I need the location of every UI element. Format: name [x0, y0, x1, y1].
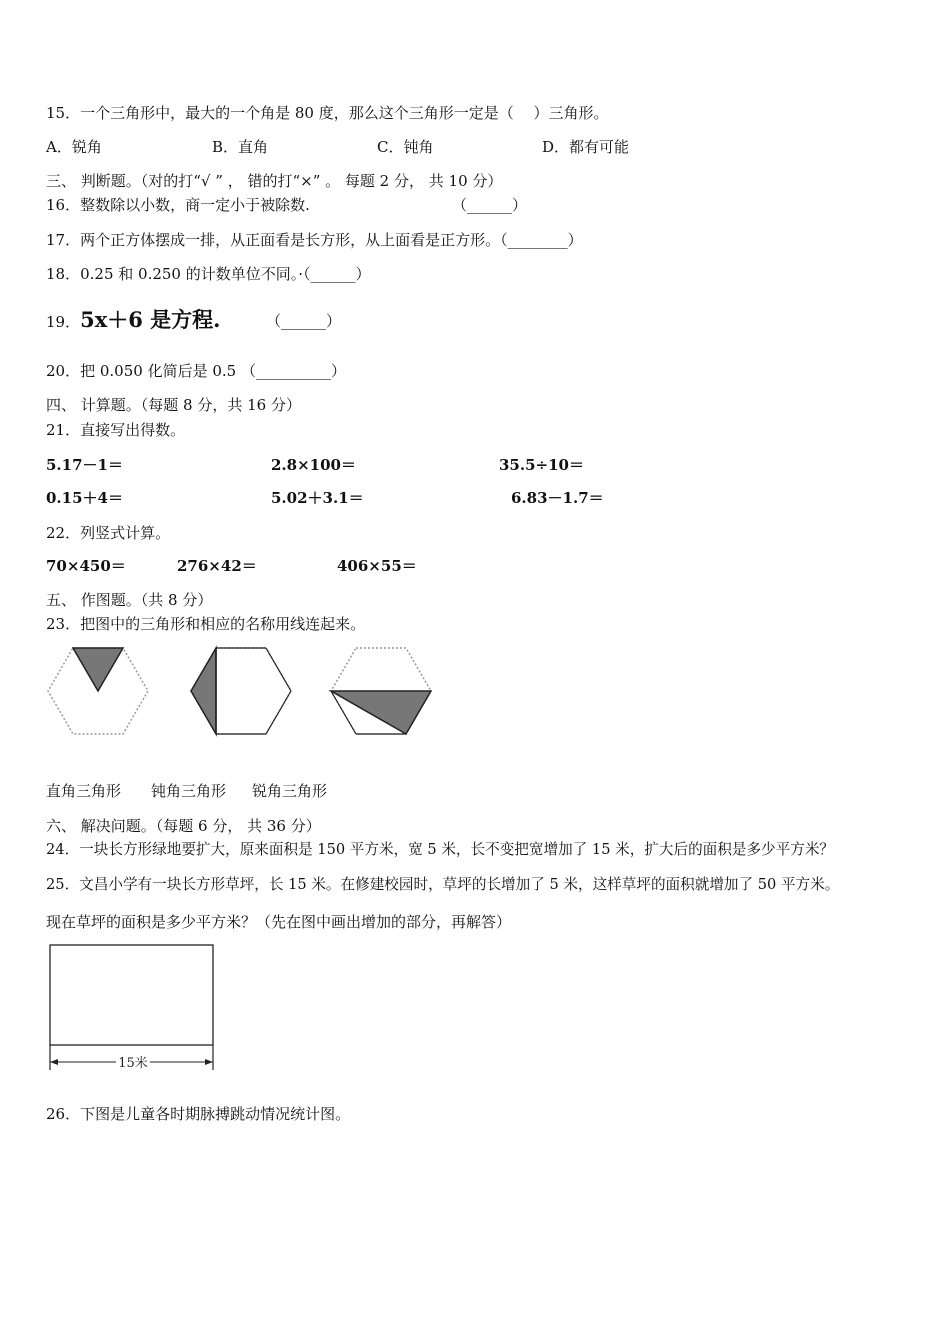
q15-text: 15．一个三角形中，最大的一个角是 80 度，那么这个三角形一定是（ ）三角形。: [46, 104, 609, 122]
q18-text: 18．0.25 和 0.250 的计数单位不同。·（______）: [46, 265, 371, 283]
q24-text: 24．一块长方形绿地要扩大，原来面积是 150 平方米，宽 5 米，长不变把宽增加了 15 米，扩大后的面积是多少平方米？: [46, 841, 835, 858]
shaded-triangle: [331, 691, 431, 734]
q23-text: 23．把图中的三角形和相应的名称用线连起来。: [46, 615, 366, 633]
triangle-names: [46, 781, 327, 801]
q19-number: 19．: [46, 313, 81, 331]
q19-line: [46, 307, 221, 332]
q21-item: 5.17－1＝: [46, 456, 123, 474]
q20-text: 20．把 0.050 化简后是 0.5 （__________）: [46, 362, 346, 380]
section6-title: 六、 解决问题。（每题 6 分， 共 36 分）: [46, 817, 321, 835]
hexagon-edge: [266, 691, 291, 734]
q16-blank: （______）: [452, 196, 528, 214]
shaded-triangle: [191, 648, 216, 734]
q17-text: 17．两个正方体摆成一排，从正面看是长方形，从上面看是正方形。（________）: [46, 231, 583, 249]
q15-option-c: C．钝角: [377, 138, 434, 156]
q21-item: 0.15＋4＝: [46, 489, 123, 507]
q16-text: 16．整数除以小数，商一定小于被除数.: [46, 196, 310, 214]
hexagon-figure-2: [188, 645, 294, 737]
q22-item: 406×55＝: [337, 557, 417, 575]
q15-option-a: A．锐角: [46, 138, 102, 156]
triangle-name: 直角三角形: [46, 782, 122, 800]
q21-text: 21．直接写出得数。: [46, 421, 186, 439]
q22-text: 22．列竖式计算。: [46, 524, 171, 542]
lawn-rectangle: [50, 945, 213, 1045]
hexagon-edge: [266, 648, 291, 691]
shaded-triangle: [73, 648, 123, 691]
triangle-name: 钝角三角形: [151, 782, 227, 800]
triangle-name: 锐角三角形: [252, 782, 328, 800]
q25-line1: 25．文昌小学有一块长方形草坪，长 15 米。在修建校园时，草坪的长增加了 5 米，这样草坪的面积就增加了 50 平方米。: [46, 876, 840, 893]
arrow-right-icon: [205, 1059, 213, 1065]
q22-item: 276×42＝: [177, 557, 257, 575]
q21-item: 5.02＋3.1＝: [271, 489, 364, 507]
q19-expression: 5x＋6 是方程.: [80, 307, 221, 332]
q26-text: 26．下图是儿童各时期脉搏跳动情况统计图。: [46, 1105, 351, 1123]
hexagon-figure-1: [45, 645, 151, 737]
q15-option-d: D．都有可能: [542, 138, 630, 156]
section4-title: 四、 计算题。（每题 8 分，共 16 分）: [46, 396, 301, 414]
section5-title: 五、 作图题。（共 8 分）: [46, 591, 213, 609]
q21-item: 2.8×100＝: [271, 456, 356, 474]
section3-title: 三、 判断题。（对的打“√ ” ， 错的打“×” 。 每题 2 分， 共 10 分）: [46, 172, 503, 190]
hexagon-figure-3: [328, 645, 434, 737]
q25-line2: 现在草坪的面积是多少平方米？（先在图中画出增加的部分，再解答）: [46, 913, 512, 931]
q15-option-b: B．直角: [212, 138, 269, 156]
q21-item: 35.5÷10＝: [499, 456, 584, 474]
arrow-left-icon: [50, 1059, 58, 1065]
lawn-rectangle-figure: [46, 942, 218, 1072]
q21-item: 6.83－1.7＝: [511, 489, 604, 507]
q19-blank: （______）: [266, 312, 342, 330]
q22-item: 70×450＝: [46, 557, 126, 575]
dimension-label: 15米: [118, 1056, 148, 1071]
